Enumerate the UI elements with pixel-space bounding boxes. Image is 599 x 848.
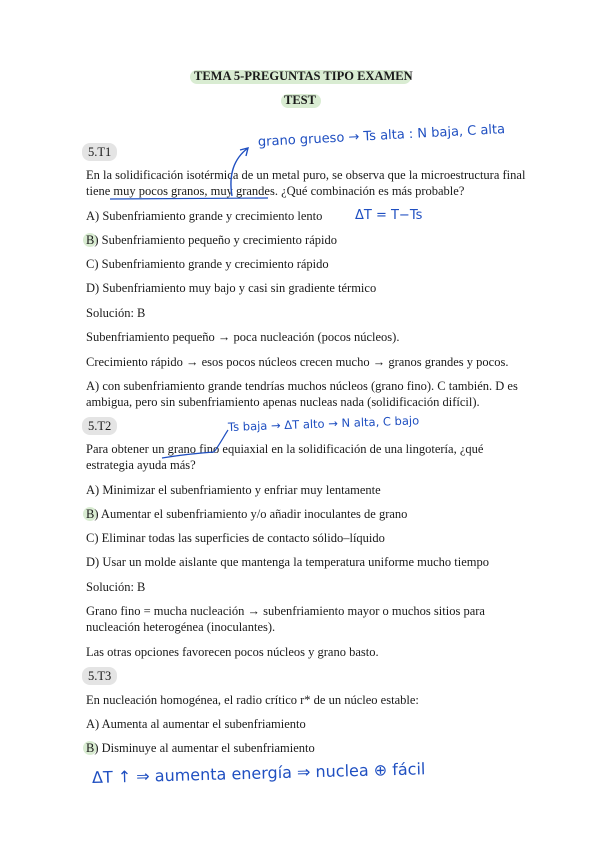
page-subtitle: TEST: [284, 93, 316, 107]
q2-handwritten-note: Ts baja → ΔT alto → N alta, C bajo: [227, 413, 420, 434]
q2-stem-line2: estrategia ayuda más?: [86, 458, 196, 472]
q2-explanation-1-line2: nucleación heterogénea (inoculantes).: [86, 620, 276, 634]
q2-option-a: A) Minimizar el subenfriamiento y enfriar muy lentamente: [86, 483, 381, 497]
question-tag-5t1: 5.T1: [82, 143, 117, 161]
q1-option-a: A) Subenfriamiento grande y crecimiento lento: [86, 209, 323, 223]
q1-stem-line1: En la solidificación isotérmica de un metal puro, se observa que la microestructura final: [86, 168, 526, 182]
q1-explanation-1: Subenfriamiento pequeño → poca nucleación (pocos núcleos).: [86, 330, 400, 344]
q3-option-a: A) Aumenta al aumentar el subenfriamiento: [86, 717, 306, 731]
q2-option-c: C) Eliminar todas las superficies de contacto sólido–líquido: [86, 531, 385, 545]
page-title: TEMA 5-PREGUNTAS TIPO EXAMEN: [194, 69, 413, 83]
q1-explanation-3-line1: A) con subenfriamiento grande tendrías muchos núcleos (grano fino). C también. D es: [86, 379, 518, 393]
q1-option-c: C) Subenfriamiento grande y crecimiento rápido: [86, 257, 329, 271]
q2-option-d: D) Usar un molde aislante que mantenga la temperatura uniforme mucho tiempo: [86, 555, 489, 569]
q3-option-b: B) Disminuye al aumentar el subenfriamiento: [86, 741, 315, 755]
question-tag-5t3: 5.T3: [82, 667, 117, 685]
q1-option-d: D) Subenfriamiento muy bajo y casi sin gradiente térmico: [86, 281, 377, 295]
q1-underline: [110, 198, 268, 199]
q1-explanation-3-line2: ambigua, pero sin subenfriamiento apenas nucleas nada (solidificación difícil).: [86, 395, 480, 409]
q1-option-b: B) Subenfriamiento pequeño y crecimiento rápido: [86, 233, 337, 247]
q2-explanation-1-line1: Grano fino = mucha nucleación → subenfriamiento mayor o muchos sitios para: [86, 604, 485, 618]
q2-explanation-2: Las otras opciones favorecen pocos núcleos y grano basto.: [86, 645, 379, 659]
q1-solution: Solución: B: [86, 306, 146, 320]
q2-option-b: B) Aumentar el subenfriamiento y/o añadir inoculantes de grano: [86, 507, 408, 521]
q2-solution: Solución: B: [86, 580, 146, 594]
q3-handwritten-note: ΔT ↑ ⇒ aumenta energía ⇒ nuclea ⊕ fácil: [91, 759, 426, 787]
q1-curved-arrow: [231, 148, 248, 196]
q3-stem: En nucleación homogénea, el radio crítico r* de un núcleo estable:: [86, 693, 419, 707]
q2-curved-arrow: [214, 430, 228, 452]
q1-handwritten-formula: ΔT = T−Ts: [355, 208, 423, 223]
q1-handwritten-note: grano grueso → Ts alta : N baja, C alta: [257, 122, 506, 150]
q2-stem-line1: Para obtener un grano fino equiaxial en la solidificación de una lingotería, ¿qué: [86, 442, 484, 456]
q1-explanation-2: Crecimiento rápido → esos pocos núcleos crecen mucho → granos grandes y pocos.: [86, 355, 509, 369]
q2-underline: [162, 452, 214, 458]
question-tag-5t2: 5.T2: [82, 417, 117, 435]
q1-stem-line2: tiene muy pocos granos, muy grandes. ¿Qué combinación es más probable?: [86, 184, 465, 198]
